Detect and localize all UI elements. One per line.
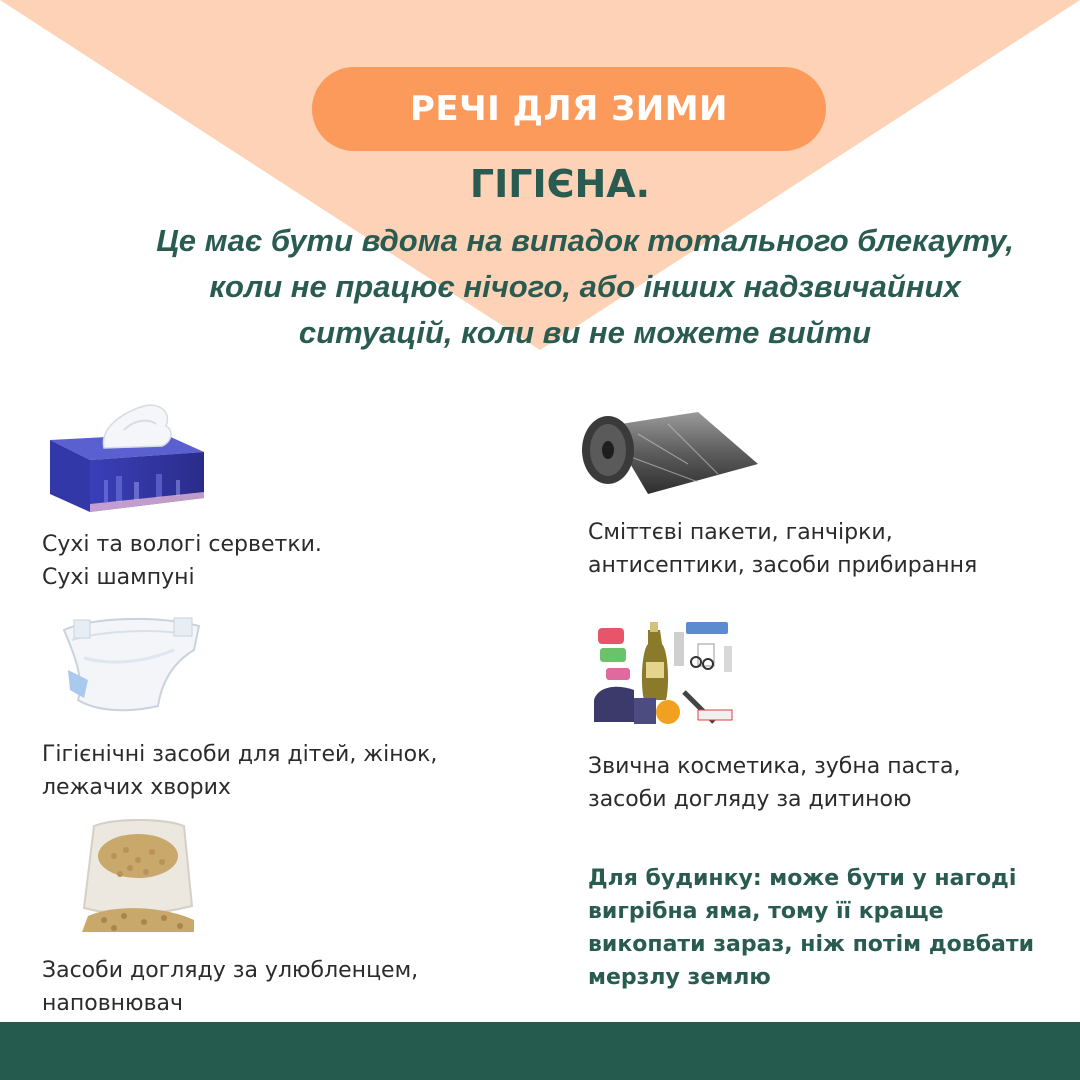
list-item [588,516,977,582]
list-item [42,954,418,1020]
home-note-line: мерзлу землю [588,965,771,990]
item-line: наповнювач [42,991,184,1016]
item-line: Сміттєві пакети, ганчірки, [588,520,893,545]
tissue-box-icon [44,400,209,515]
item-line: Засоби догляду за улюбленцем, [42,958,419,983]
section-title: ГІГІЄНА. [469,162,651,206]
item-line: Сухі та вологі серветки. [42,532,322,557]
subtitle-line: Це має бути вдома на випадок тотального блекауту, [156,223,1014,258]
item-line: лежачих хворих [42,775,231,800]
home-note-line: Для будинку: може бути у нагоді [588,866,1017,891]
subtitle [110,218,1060,356]
home-note-line: вигрібна яма, тому її краще [588,899,944,924]
trash-bags-roll-icon [578,404,760,500]
list-item [42,528,322,594]
item-line: антисептики, засоби прибирання [588,553,978,578]
footer-bar [0,1022,1080,1080]
item-line: Звична косметика, зубна паста, [588,754,961,779]
item-line: Гігієнічні засоби для дітей, жінок, [42,742,438,767]
banner-label: РЕЧІ ДЛЯ ЗИМИ [409,89,729,129]
item-line: Сухі шампуні [42,565,195,590]
home-note [588,862,1048,994]
item-line: засоби догляду за дитиною [588,787,912,812]
list-item [588,750,960,816]
toiletries-set-icon [588,614,740,730]
subtitle-line: коли не працює нічого, або інших надзвичайних [209,269,961,304]
title-banner [312,67,826,151]
list-item [42,738,437,804]
subtitle-line: ситуацій, коли ви не можете вийти [298,315,872,350]
home-note-line: викопати зараз, ніж потім довбати [588,932,1034,957]
pet-litter-bag-icon [74,816,198,934]
diaper-icon [54,610,204,718]
